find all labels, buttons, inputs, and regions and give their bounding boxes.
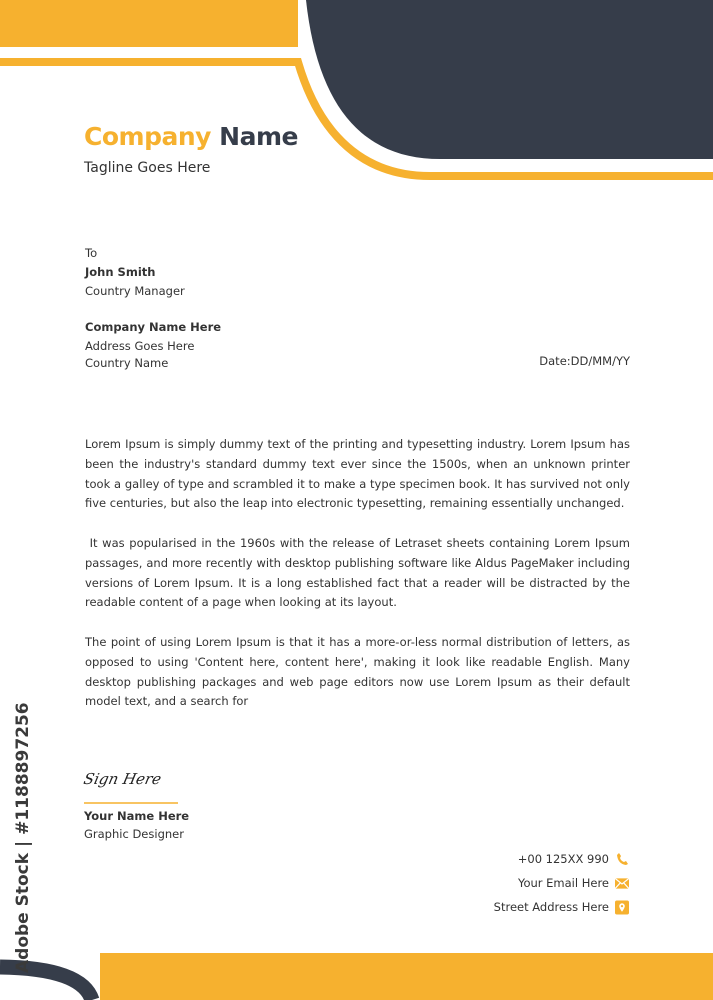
phone-icon: [615, 852, 629, 866]
country-line: Country Name: [85, 356, 169, 370]
recipient-title: Country Manager: [85, 284, 185, 298]
body-paragraph-2: It was popularised in the 1960s with the release of Letraset sheets containing Lorem Ipsum passages, and more recently with desktop publishing software like Aldus PageMaker including versions of Lorem Ipsum. It is a long established fact that a reader will be distracted by the readable content of a page when looking at its layout.: [85, 536, 634, 610]
body-paragraph-1: Lorem Ipsum is simply dummy text of the printing and typesetting industry. Lorem Ipsum has been the industry's standard dummy text ever since the 1500s, when an unknown printer took a galley of type and scrambled it to make a type specimen book. It has survived not only five centuries, but also the leap into electronic typesetting, remaining essentially unchanged.: [85, 437, 630, 511]
header-orange-bar: [0, 0, 298, 47]
stock-watermark: Adobe Stock | #1188897256: [13, 702, 33, 973]
address-text: Street Address Here: [493, 900, 609, 914]
location-pin-icon: [615, 900, 629, 914]
contact-email: [518, 876, 629, 890]
recipient-name: John Smith: [85, 265, 156, 279]
recipient-block: [85, 244, 185, 301]
company-name: Company Name: [84, 122, 298, 151]
header-dark-shape: [306, 0, 713, 159]
signature-script: Sign Here: [82, 770, 164, 788]
signer-role: Graphic Designer: [84, 827, 184, 841]
email-icon: [615, 876, 629, 890]
footer-orange-bar: [100, 953, 713, 1000]
contact-phone: [518, 852, 629, 866]
date: Date:DD/MM/YY: [539, 354, 630, 368]
recipient-address: [85, 319, 221, 372]
address-line: Address Goes Here: [85, 339, 195, 353]
body-paragraph-3: The point of using Lorem Ipsum is that it has a more-or-less normal distribution of letters, as opposed to using 'Content here, content here', making it look like readable English. Many desktop publishing packages and web page editors now use Lorem Ipsum as their default model text, and a search for: [85, 635, 630, 709]
signer-name: Your Name Here: [84, 809, 190, 823]
to-label: To: [85, 246, 98, 260]
email-text: Your Email Here: [517, 876, 609, 890]
signer-block: [84, 807, 189, 843]
contact-address: [494, 900, 629, 914]
tagline: Tagline Goes Here: [84, 160, 211, 176]
recipient-company: Company Name Here: [85, 320, 222, 334]
phone-text: +00 125XX 990: [517, 852, 609, 866]
